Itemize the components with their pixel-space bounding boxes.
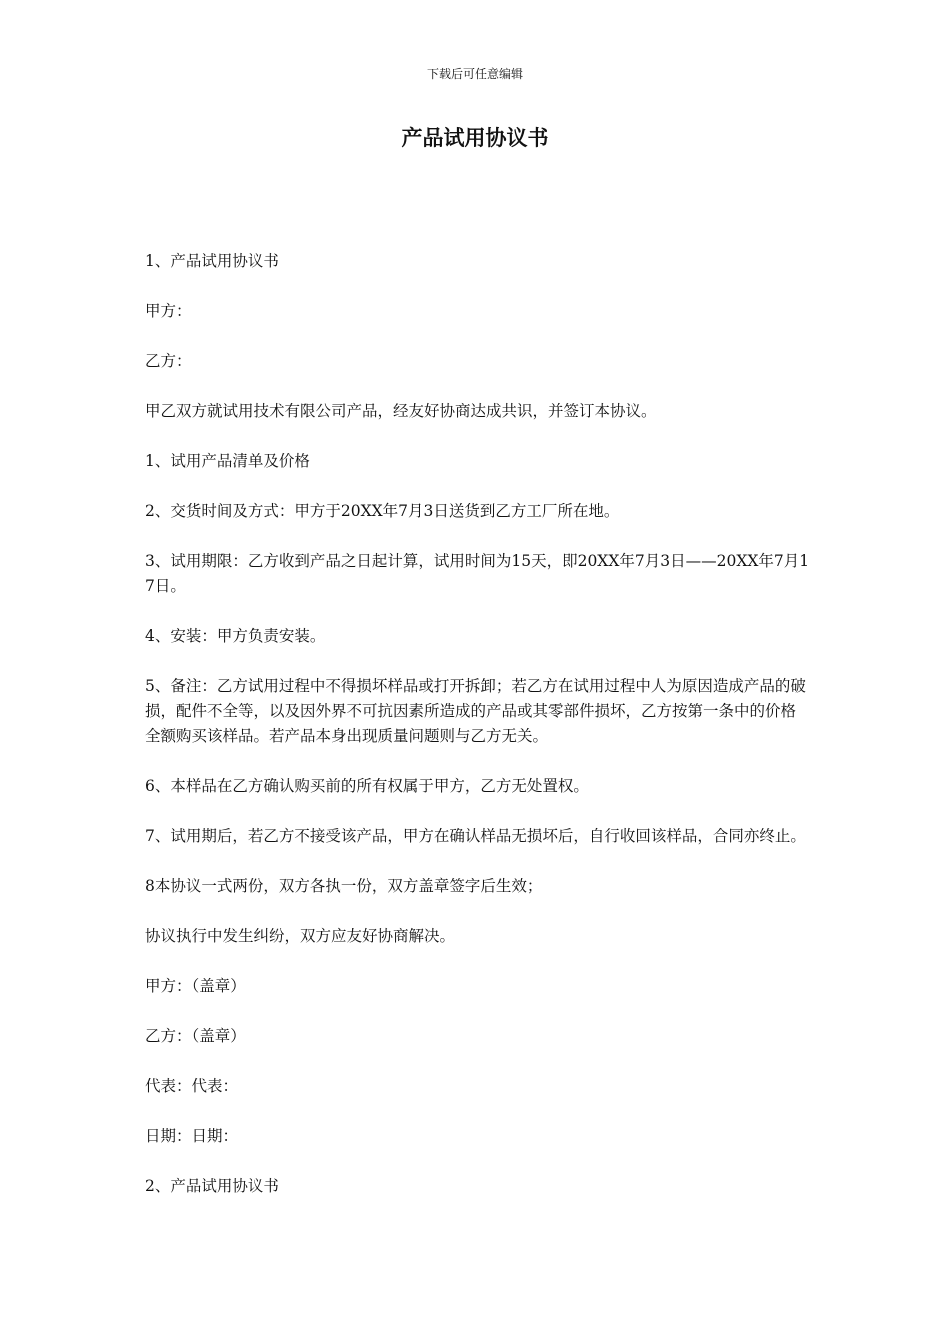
clause-1: 1、试用产品清单及价格 (145, 452, 310, 470)
representative-line: 代表：代表： (145, 1077, 239, 1095)
section-heading-1: 1、产品试用协议书 (145, 252, 279, 270)
section-heading-2: 2、产品试用协议书 (145, 1177, 279, 1195)
document-title: 产品试用协议书 (401, 125, 549, 150)
clause-5: 5、备注：乙方试用过程中不得损坏样品或打开拆卸；若乙方在试用过程中人为原因造成产品的破损，配件不全等，以及因外界不可抗因素所造成的产品或其零部件损坏，乙方按第一条中的价格全额购买该样品。若产品本身出现质量问题则与乙方无关。 (145, 677, 806, 745)
party-b-seal-line: 乙方：（盖章） (145, 1027, 246, 1045)
clause-2: 2、交货时间及方式：甲方于20XX年7月3日送货到乙方工厂所在地。 (145, 502, 620, 520)
clause-6: 6、本样品在乙方确认购买前的所有权属于甲方，乙方无处置权。 (145, 777, 589, 795)
party-a-line: 甲方： (145, 302, 192, 320)
intro-paragraph: 甲乙双方就试用技术有限公司产品，经友好协商达成共识，并签订本协议。 (145, 402, 657, 420)
document-body (145, 249, 810, 1224)
clause-4: 4、安装：甲方负责安装。 (145, 627, 326, 645)
header-note: 下载后可任意编辑 (426, 67, 523, 81)
party-a-seal-line: 甲方：（盖章） (145, 977, 246, 995)
clause-8: 8本协议一式两份，双方各执一份，双方盖章签字后生效； (145, 877, 543, 895)
dispute-clause: 协议执行中发生纠纷，双方应友好协商解决。 (145, 927, 456, 945)
date-line: 日期：日期： (145, 1127, 239, 1145)
clause-7: 7、试用期后，若乙方不接受该产品，甲方在确认样品无损坏后，自行收回该样品，合同亦终止。 (145, 827, 806, 845)
clause-3: 3、试用期限：乙方收到产品之日起计算，试用时间为15天，即20XX年7月3日——20XX年7月17日。 (145, 552, 810, 595)
party-b-line: 乙方： (145, 352, 192, 370)
